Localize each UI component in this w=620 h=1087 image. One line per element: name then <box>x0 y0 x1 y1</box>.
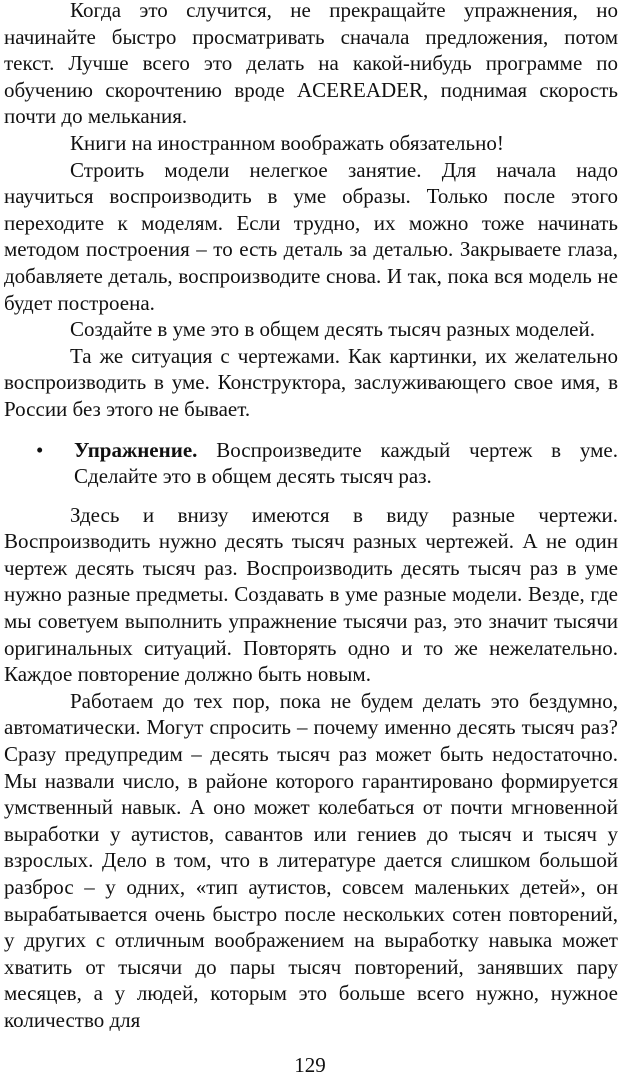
page-number: 129 <box>294 1053 326 1077</box>
paragraph-4: Создайте в уме это в общем десять тысяч разных моделей. <box>70 317 595 342</box>
paragraph-1: Когда это случится, не прекращайте упражнения, но начинайте быстро просматривать сначала предложения, потом текст. Лучше всего это делать на какой-нибудь программе по обучению скорочтению вроде ACEREADER, поднимая скорость почти до мелькания. <box>4 0 618 129</box>
bullet-marker: • <box>36 437 44 462</box>
paragraph-5: Та же ситуация с чертежами. Как картинки, их желательно воспроизводить в уме. Конструктора, заслуживающего свое имя, в России без этого не бывает. <box>4 343 618 421</box>
exercise-item <box>4 437 618 490</box>
exercise-text: Воспроизведите каждый чертеж в уме. Сделайте это в общем десять тысяч раз. <box>74 437 618 489</box>
paragraph-3: Строить модели нелегкое занятие. Для начала надо научиться воспроизводить в уме образы. Только после этого переходите к моделям. Если трудно, их можно тоже начинать методом построения – то есть деталь за деталью. Закрываете глаза, добавляете деталь, воспроизводите снова. И так, пока вся модель не будет построена. <box>4 157 618 315</box>
page-body <box>4 0 618 1034</box>
paragraph-2: Книги на иностранном воображать обязательно! <box>70 130 504 155</box>
exercise-list <box>4 437 618 490</box>
paragraph-6: Здесь и внизу имеются в виду разные чертежи. Воспроизводить нужно десять тысяч разных чертежей. А не один чертеж десять тысяч раз. Воспроизводить десять тысяч раз в уме нужно разные предметы. Создавать в уме разные модели. Везде, где мы советуем выполнить упражнение тысячи раз, это значит тысячи оригинальных ситуаций. Повторять одно и то же нежелательно. Каждое повторение должно быть новым. <box>4 502 618 687</box>
paragraph-7: Работаем до тех пор, пока не будем делать это бездумно, автоматически. Могут спросить – почему именно десять тысяч раз? Сразу предупредим – десять тысяч раз может быть недостаточно. Мы назвали число, в районе которого гарантировано формируется умственный навык. А оно может колебаться от почти мгновенной выработки у аутистов, савантов или гениев до тысяч и тысяч у взрослых. Дело в том, что в литературе дается слишком большой разброс – у одних, «тип аутистов, совсем маленьких детей», он вырабатывается очень быстро после нескольких сотен повторений, у других с отличным воображением на выработку навыка может хватить от тысячи до пары тысяч повторений, занявших пару месяцев, а у людей, которым это больше всего нужно, нужное количество для <box>4 688 618 1032</box>
exercise-label: Упражнение. <box>74 437 198 462</box>
